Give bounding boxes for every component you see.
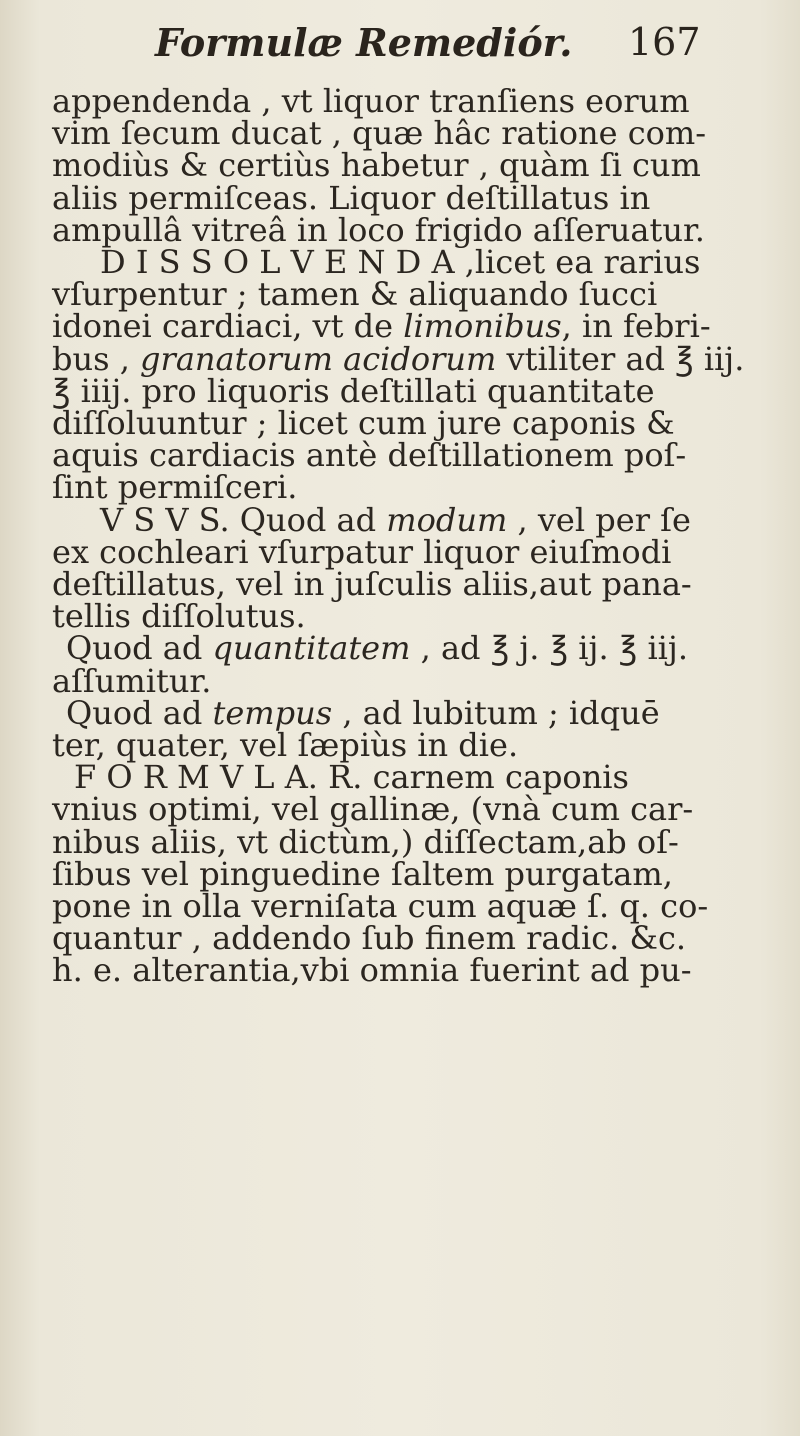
text-segment: pone in olla verniſata cum aquæ ſ. q. co-: [52, 887, 709, 925]
running-head: Formulæ Remediór.: [155, 20, 573, 65]
text-segment: ter, quater, vel ſæpiùs in die.: [52, 726, 519, 764]
text-segment: vſurpentur ; tamen & aliquando ſucci: [52, 275, 658, 314]
text-segment: V S V S. Quod ad: [100, 500, 387, 539]
text-segment: ex cochleari vſurpatur liquor eiuſmodi: [52, 532, 672, 571]
text-segment: Quod ad: [66, 693, 213, 732]
text-segment: idonei cardiaci, vt de: [52, 307, 404, 346]
text-segment: Quod ad: [66, 629, 213, 668]
blank-lower-margin: [0, 930, 800, 1436]
text-segment: vim ſecum ducat , quæ hâc ratione com-: [52, 114, 707, 153]
italic-text: tempus: [212, 693, 333, 732]
italic-text: quantitatem: [212, 629, 411, 668]
text-segment: vtiliter ad ℥ iij.: [496, 339, 745, 378]
text-segment: F O R M V L A. R. carnem caponis: [74, 758, 629, 797]
text-segment: aliis permiſceas. Liquor deſtillatus in: [52, 178, 651, 217]
text-segment: deſtillatus, vel in juſculis aliis,aut pana-: [52, 565, 692, 603]
text-segment: tellis diſſolutus.: [52, 597, 306, 636]
text-segment: aquis cardiacis antè deſtillationem poſ-: [52, 436, 687, 475]
text-segment: bus ,: [52, 339, 141, 378]
text-segment: ℥ iiij. pro liquoris deſtillati quantitate: [52, 371, 655, 410]
text-segment: , ad ℥ j. ℥ ij. ℥ iij.: [410, 629, 688, 668]
text-segment: , vel per ſe: [507, 500, 691, 539]
italic-text: limonibus: [403, 307, 562, 346]
text-segment: h. e. alterantia,vbi omnia fuerint ad pu-: [52, 951, 692, 990]
italic-text: granatorum acidorum: [140, 339, 497, 378]
text-segment: aſſumitur.: [52, 661, 212, 700]
text-segment: D I S S O L V E N D A ,licet ea rarius: [100, 243, 701, 281]
text-segment: nibus aliis, vt dictùm,) diſſectam,ab oſ-: [52, 822, 679, 861]
page-number: 167: [628, 20, 701, 64]
text-segment: , ad lubitum ; idquē: [332, 693, 660, 732]
text-segment: vnius optimi, vel gallinæ, (vnà cum car-: [52, 790, 694, 829]
text-segment: appendenda , vt liquor tranſiens eorum: [52, 82, 690, 120]
text-segment: modiùs & certiùs habetur , quàm ſi cum: [52, 146, 701, 185]
text-segment: ampullâ vitreâ in loco frigido aſſeruatur.: [52, 210, 705, 249]
text-segment: diſſoluuntur ; licet cum jure caponis &: [52, 404, 675, 442]
text-segment: , in febri-: [561, 307, 711, 346]
text-segment: ſibus vel pinguedine ſaltem purgatam,: [52, 854, 673, 893]
text-segment: quantur , addendo ſub finem radic. &c.: [52, 919, 687, 958]
text-segment: ſint permiſceri.: [52, 468, 298, 507]
page-header: [0, 20, 800, 80]
italic-text: modum: [386, 500, 508, 539]
